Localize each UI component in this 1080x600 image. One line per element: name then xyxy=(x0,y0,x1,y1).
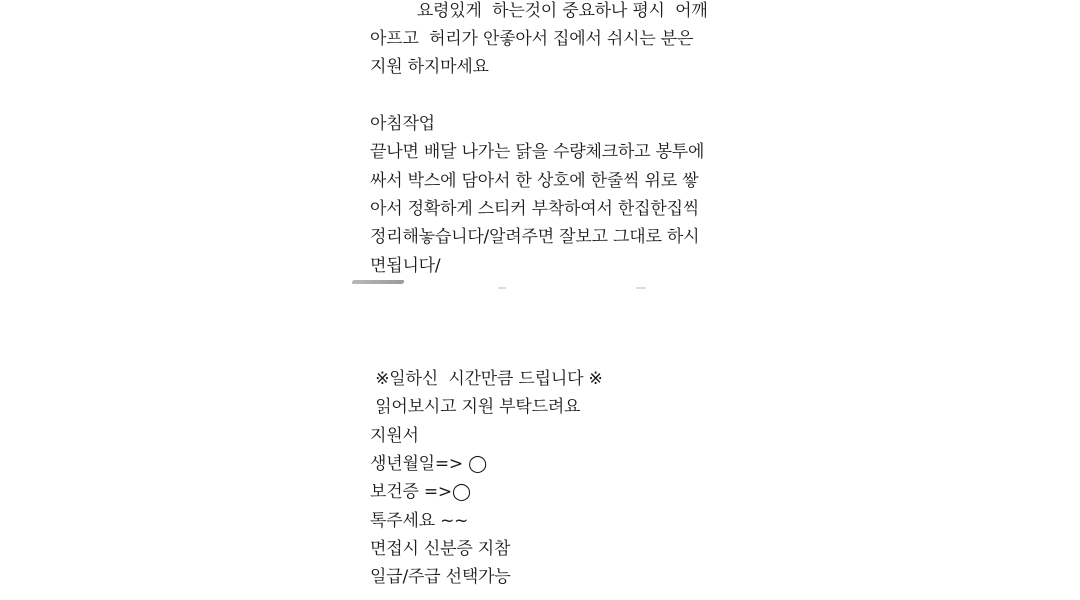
scan-artifact xyxy=(351,280,404,284)
text-line: 요령있게 하는것이 중요하나 평시 어깨 xyxy=(370,1,708,21)
document-page xyxy=(370,0,730,600)
scan-artifact xyxy=(498,287,506,289)
birthdate-field: 생년월일=> ◯ xyxy=(370,454,488,474)
pay-option: 일급/주급 선택가능 xyxy=(370,567,511,587)
text-line: 지원 하지마세요 xyxy=(370,57,489,77)
scan-artifact xyxy=(636,287,646,289)
pay-notice: ※일하신 시간만큼 드립니다 ※ xyxy=(370,369,603,389)
id-requirement: 면접시 신분증 지참 xyxy=(370,539,511,559)
text-line: 아서 정확하게 스티커 부착하여서 한집한집씩 xyxy=(370,199,700,219)
text-line: 면됩니다/ xyxy=(370,256,441,276)
text-line: 읽어보시고 지원 부탁드려요 xyxy=(370,397,581,417)
application-heading: 지원서 xyxy=(370,426,419,446)
text-line: 끝나면 배달 나가는 닭을 수량체크하고 봉투에 xyxy=(370,142,705,162)
text-line: 싸서 박스에 담아서 한 상호에 한줄씩 위로 쌓 xyxy=(370,171,699,191)
text-line: 정리해놓습니다/알려주면 잘보고 그대로 하시 xyxy=(370,227,700,247)
health-cert-field: 보건증 =>◯ xyxy=(370,482,471,502)
contact-line: 톡주세요 ~~ xyxy=(370,511,469,531)
section-heading: 아침작업 xyxy=(370,114,435,134)
text-line: 아프고 허리가 안좋아서 집에서 쉬시는 분은 xyxy=(370,29,694,49)
